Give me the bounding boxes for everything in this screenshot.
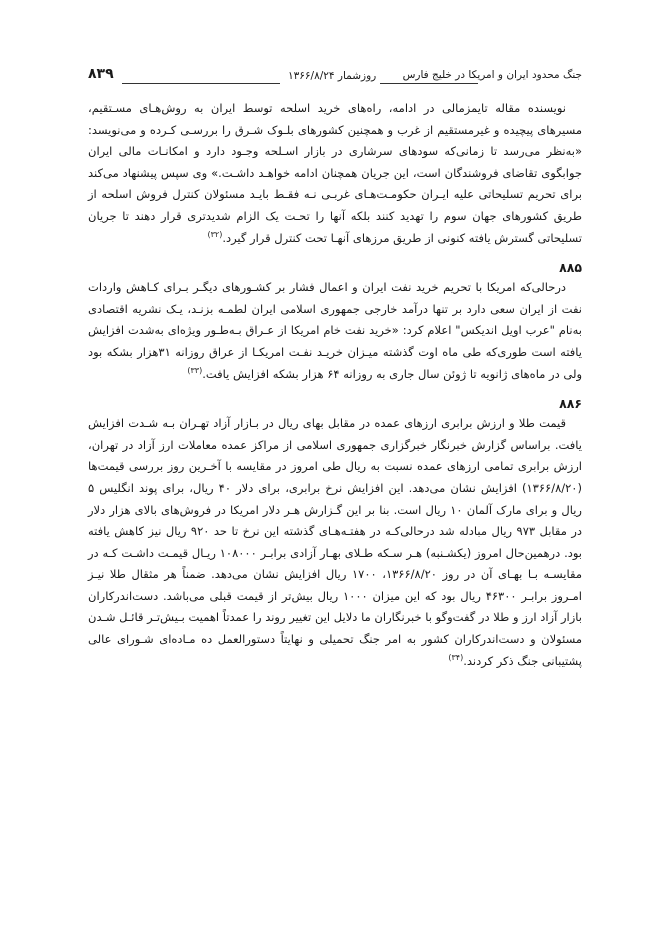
- header-rule-right: [380, 83, 478, 84]
- footnote-marker: (۳۲): [207, 229, 223, 239]
- paragraph-text: قیمت طلا و ارزش برابری ارزهای عمده در مقابل بهای ریال در بـازار آزاد تهـران بـه شـدت افزایش یافت. براساس گزارش خبرنگار خبرگزاری جمهوری اسلامی از مراکز عمده معاملات ارز آزاد در تهران، ارزش برابری تمامی ارزهای عمده نسبت به ریال طی امروز در مقایسه با آخـرین روز بررسی قیمت‌ها (۱۳۶۶/۸/۲۰) افزایش نشان می‌دهد. این افزایش نرخ برابری، برای دلار ۴۰ ریال، برای پوند انگلیس ۵ ریال و برای مارک آلمان ۱۰ ریال است. بنا بر این گـزارش هـر دلار امریکا در فروش‌های بالای هزار دلار در مقابل ۹۷۳ ریال مبادله شد درحالی‌کـه در هفتـه‌هـای گذشته این نرخ تا حد ۹۲۰ ریال نیز کاهش یافته بود. درهمین‌حال امروز (یکشـنبه) هـر سـکه طـلای بهـار آزادی برابـر ۱۰۸۰۰۰ ریـال قیمـت داشـت کـه در مقایسـه بـا بهـای آن در روز ۱۳۶۶/۸/۲۰، ۱۷۰۰ ریال افزایش نشان می‌دهد. ضمناً هر مثقال طلا نیـز امـروز برابـر ۴۶۳۰۰ ریال بود که این میزان ۱۰۰۰ ریال بیش‌تر از قیمت قبلی می‌باشد. دست‌اندرکاران بازار آزاد ارز و طلا در گفت‌وگو با خبرنگاران ما دلایل این تغییر روند را عمدتاً اهمیت بـیش‌تـر قائـل شـدن مسئولان و دست‌اندرکاران کشور به امر جنگ تحمیلی و نهایتاً دستورالعمل ده مـاده‌ای شـورای عالی پشتیبانی جنگ ذکر کردند.: [88, 416, 582, 668]
- page-body: [88, 98, 582, 672]
- paragraph-text: درحالی‌که امریکا با تحریم خرید نفت ایران و اعمال فشار بر کشـورهای دیگـر بـرای کـاهش واردات نفت از ایران سعی دارد بر تنها درآمد خارجی جمهوری اسلامی ایران لطمـه بزنـد، یـک نشریه اقتصادی به‌نام "عرب اویل اندیکس" اعلام کرد: «خرید نفت خام امریکا از عـراق بـه‌طـور ویژه‌ای به‌شدت افزایش یافته است طوری‌که طی ماه اوت گذشته میـزان خریـد نفـت امریکـا از عراق روزانه ۳۱هزار بشکه بود ولی در ماه‌های ژانویه تا ژوئن سال جاری به روزانه ۶۴ هزار بشکه افزایش یافت.: [88, 280, 582, 381]
- paragraph-text: نویسنده مقاله تایمزمالی در ادامه، راه‌های خرید اسلحه توسط ایران به روش‌هـای مسـتقیم، مسیرهای پیچیده و غیرمستقیم از غرب و همچنین کشورهای بلـوک شـرق را بررسـی کـرده و می‌نویسد: «به‌نظر می‌رسد تا زمانی‌که سودهای سرشاری در بازار اسـلحه وجـود دارد و امکانـات مالی ایران جوابگوی تقاضای فروشندگان است، این جریان همچنان ادامه خواهـد داشـت.» وی سپس پیشنهاد می‌کند برای تحریم تسلیحاتی علیه ایـران حکومـت‌هـای غربـی نـه فقـط بایـد مسئولان کنترل فروش اسلحه از طریق کشورهای جهان سوم را تهدید کنند بلکه آنها را تحـت یک الزام شدیدتری قرار دهند تا جریان تسلیحاتی گسترش یافته کنونی از طریق مرزهای آنهـا تحت کنترل قرار گیرد.: [88, 101, 582, 245]
- entry-number: ۸۸۵: [559, 260, 582, 276]
- header-date: روزشمار ۱۳۶۶/۸/۲۴: [288, 70, 377, 82]
- running-header: [88, 66, 582, 88]
- footnote-marker: (۳۴): [448, 652, 464, 662]
- entry-paragraph: [88, 413, 582, 672]
- book-title: جنگ محدود ایران و امریکا در خلیج فارس: [402, 69, 582, 81]
- page-number: ۸۳۹: [88, 66, 114, 82]
- entry-number: ۸۸۶: [559, 396, 582, 412]
- footnote-marker: (۳۳): [187, 365, 203, 375]
- header-rule-left: [122, 83, 280, 84]
- entry-paragraph: [88, 277, 582, 385]
- paragraph-continued: [88, 98, 582, 249]
